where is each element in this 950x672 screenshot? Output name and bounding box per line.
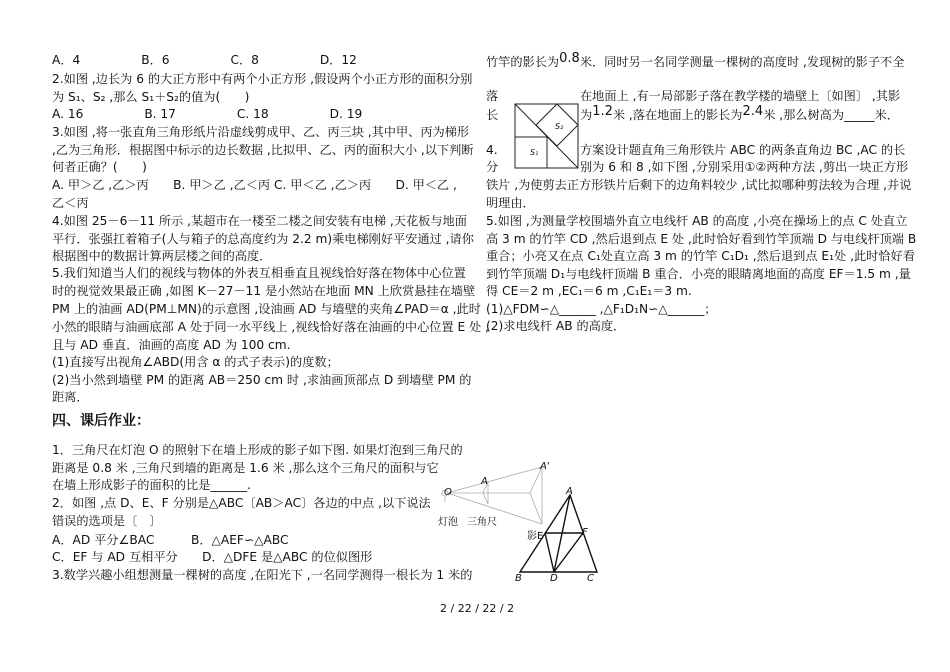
section-heading: 四、课后作业：	[52, 413, 150, 429]
q-options: A．4 B．6 C．8 D．12	[52, 53, 357, 67]
point-o-label: O	[444, 487, 452, 498]
text-line: 平行．张强扛着箱子(人与箱子的总高度约为 2.2 m)乘电梯刚好平安通过 ,请你	[52, 232, 474, 246]
text-line: 落	[486, 89, 499, 103]
text-line: 且与 AD 垂直．油画的高度 AD 为 100 cm.	[52, 338, 291, 352]
text-line: 高 3 m 的竹竿 CD ,然后退到点 E 处 ,此时恰好看到竹竿顶端 D 与电线杆顶端 B	[486, 232, 917, 246]
text-line: 5.如图 ,为测量学校围墙外直立电线杆 AB 的高度 ,小亮在操场上的点 C 处直立	[486, 214, 908, 228]
text-line: 在地面上 ,有一局部影子落在教学楼的墙壁上〔如图〕 ,其影	[580, 89, 901, 103]
text-seg: 为	[580, 108, 593, 122]
point-a-label: A	[481, 476, 488, 487]
text-seg: 竹竿的影长为	[486, 55, 560, 69]
q-options: A．AD 平分∠BAC B．△AEF∽△ABC	[52, 533, 289, 547]
text-line: (1)直接写出视角∠ABD(用含 α 的式子表示)的度数；	[52, 355, 339, 369]
point-f-label: F	[582, 527, 588, 538]
text-line: 3.数学兴趣小组想测量一棵树的高度 ,在阳光下 ,一名同学测得一根长为 1 米的	[52, 568, 473, 582]
text-line: 为 S₁、S₂ ,那么 S₁＋S₂的值为( )	[52, 90, 250, 104]
text-line: 别为 6 和 8 ,如下图 ,分别采用①②两种方法 ,剪出一块正方形	[580, 160, 909, 174]
text-line: 2．如图 ,点 D、E、F 分别是△ABC〔AB＞AC〕各边的中点 ,以下说法	[52, 496, 431, 510]
point-e-label: 影E	[527, 531, 544, 542]
text-line: PM 上的油画 AD(PM⊥MN)的示意图 ,设油画 AD 与墙壁的夹角∠PAD＝α ,此时	[52, 302, 481, 316]
text-line: 错误的选项是〔 〕	[52, 514, 162, 528]
text-line: 方案设计题直角三角形铁片 ABC 的两条直角边 BC ,AC 的长	[580, 143, 906, 157]
text-line	[486, 51, 905, 71]
text-line: 3.如图 ,将一张直角三角形纸片沿虚线剪成甲、乙、丙三块 ,其中甲、丙为梯形	[52, 125, 470, 139]
text-seg: 米．同时另一名同学测量一棵树的高度时 ,发现树的影子不全	[579, 55, 905, 69]
q-options: A. 16 B. 17 C. 18 D. 19	[52, 107, 363, 121]
text-line: 长	[486, 108, 499, 122]
text-line: (1)△FDM∽△______ ,△F₁D₁N∽△______；	[486, 302, 717, 316]
value: 0.8	[559, 51, 580, 66]
value: 1.2	[592, 104, 613, 119]
s2-label: S₂	[555, 122, 564, 131]
value: 2.4	[742, 104, 764, 119]
text-line: 重合；小亮又在点 C₁处直立高 3 m 的竹竿 C₁D₁ ,然后退到点 E₁处 ,此时恰好看	[486, 249, 915, 263]
text-line: 得 CE＝2 m ,EC₁＝6 m ,C₁E₁＝3 m.	[486, 284, 692, 298]
text-line: 何者正确？( )	[52, 160, 147, 174]
text-line: 距离．	[52, 390, 89, 404]
text-line	[580, 104, 899, 124]
text-line: (2)求电线杆 AB 的高度．	[486, 319, 626, 333]
s1-label: S₁	[530, 148, 539, 157]
text-line: 到竹竿顶端 D₁与电线杆顶端 B 重合．小亮的眼睛离地面的高度 EF＝1.5 m ,量	[486, 267, 911, 281]
point-d-label: D	[550, 573, 558, 584]
text-line: 距离是 0.8 米 ,三角尺到墙的距离是 1.6 米 ,那么这个三角尺的面积与它	[52, 461, 439, 475]
text-line: 铁片 ,为使剪去正方形铁片后剩下的边角料较少 ,试比拟哪种剪法较为合理 ,并说	[486, 178, 912, 192]
vertex-b-label: B	[515, 573, 522, 584]
text-seg: 米 ,落在地面上的影长为	[612, 108, 743, 122]
text-line: 4.如图 25－6－11 所示 ,某超市在一楼至二楼之间安装有电梯 ,天花板与地面	[52, 214, 467, 228]
vertex-c-label: C	[587, 573, 594, 584]
text-line: (2)当小然到墙壁 PM 的距离 AB＝250 cm 时 ,求油画顶部点 D 到墙壁 PM 的	[52, 373, 472, 387]
text-line: 分	[486, 160, 499, 174]
text-line: ,乙为三角形．根据图中标示的边长数据 ,比拟甲、乙、丙的面积大小 ,以下判断	[52, 143, 474, 157]
square-figure	[514, 103, 580, 170]
bulb-label: 灯泡	[438, 517, 458, 528]
q-options: C．EF 与 AD 互相平分 D．△DFE 是△ABC 的位似图形	[52, 550, 373, 564]
text-line: 小然的眼睛与油画底部 A 处于同一水平线上 ,视线恰好落在油画的中心位置 E 处 ,	[52, 320, 490, 334]
q-options: A. 甲＞乙 ,乙＞丙 B. 甲＞乙 ,乙＜丙 C. 甲＜乙 ,乙＞丙 D. 甲＜乙 ,	[52, 178, 457, 192]
ruler-label: 三角尺	[467, 517, 497, 528]
vertex-a-label: A	[566, 486, 573, 497]
text-line: 明理由．	[486, 196, 535, 210]
text-line: 5.我们知道当人们的视线与物体的外表互相垂直且视线恰好落在物体中心位置	[52, 266, 466, 280]
text-line: 根据图中的数据计算两层楼之间的高度．	[52, 249, 272, 263]
point-a-prime-label: A'	[540, 461, 550, 472]
page-footer: 2 / 22 / 22 / 2	[440, 602, 515, 615]
text-line: 4.	[486, 143, 498, 157]
text-line: 乙＜丙	[52, 196, 89, 210]
text-line: 2.如图 ,边长为 6 的大正方形中有两个小正方形 ,假设两个小正方形的面积分别	[52, 72, 473, 86]
text-seg: 米 ,那么树高为_____米．	[763, 108, 899, 122]
text-line: 在墙上形成影子的面积的比是______.	[52, 478, 251, 492]
text-line: 时的视觉效果最正确 ,如图 K－27－11 是小然站在地面 MN 上欣赏悬挂在墙壁	[52, 284, 476, 298]
text-line: 1．三角尺在灯泡 O 的照射下在墙上形成的影子如下图. 如果灯泡到三角尺的	[52, 443, 463, 457]
